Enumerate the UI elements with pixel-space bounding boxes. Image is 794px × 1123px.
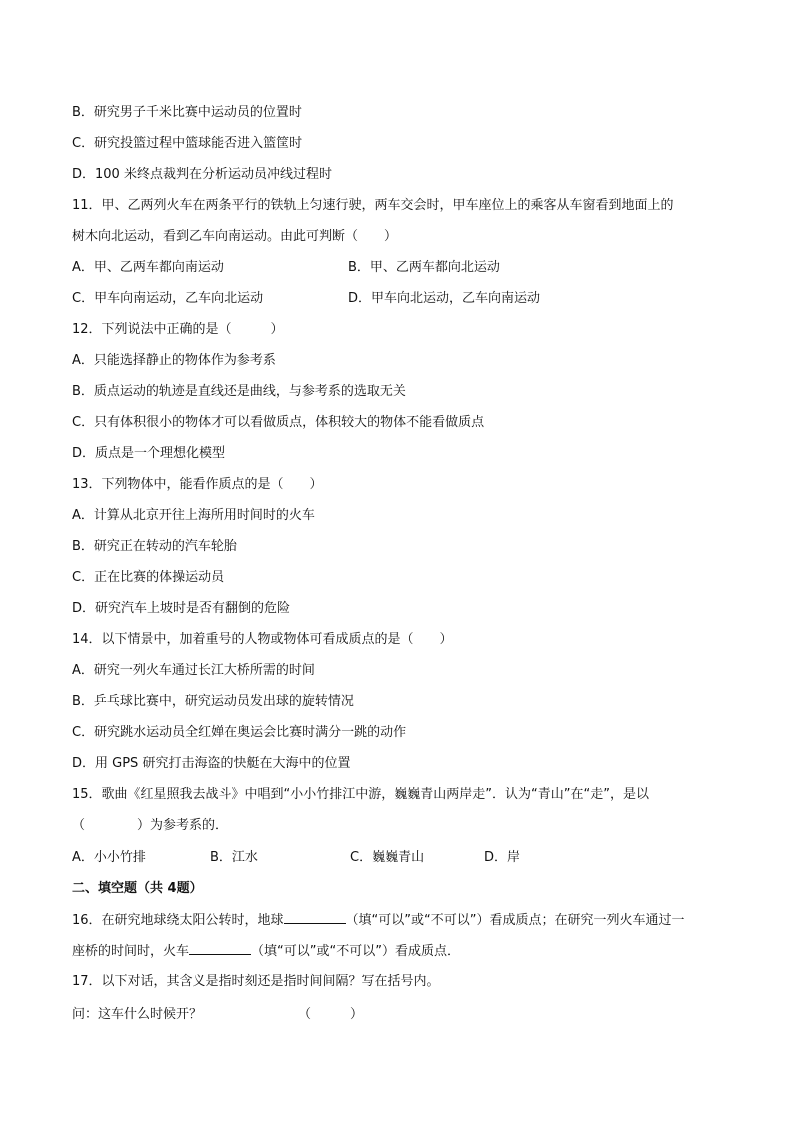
- question-15-line1: 15．歌曲《红星照我去战斗》中唱到“小小竹排江中游，巍巍青山两岸走”．认为“青山”在“走”，是以: [72, 787, 649, 802]
- option-10b: B．研究男子千米比赛中运动员的位置时: [72, 105, 302, 120]
- option-12a: A．只能选择静止的物体作为参考系: [72, 353, 276, 368]
- question-17: 17．以下对话，其含义是指时刻还是指时间间隔？写在括号内。: [72, 974, 440, 989]
- question-16-line1: [72, 911, 685, 930]
- question-12: 12．下列说法中正确的是（ ）: [72, 322, 284, 337]
- question-11-line2: 树木向北运动，看到乙车向南运动。由此可判断（ ）: [72, 229, 398, 244]
- option-11b: B．甲、乙两车都向北运动: [348, 260, 500, 275]
- option-14a: A．研究一列火车通过长江大桥所需的时间: [72, 663, 315, 678]
- option-10d: D．100 米终点裁判在分析运动员冲线过程时: [72, 167, 332, 182]
- option-13d: D．研究汽车上坡时是否有翻倒的危险: [72, 601, 291, 616]
- option-12d: D．质点是一个理想化模型: [72, 446, 226, 461]
- option-14d: D．用 GPS 研究打击海盗的快艇在大海中的位置: [72, 756, 351, 771]
- question-13: 13．下列物体中，能看作质点的是（ ）: [72, 477, 323, 492]
- question-14: 14．以下情景中，加着重号的人物或物体可看成质点的是（ ）: [72, 632, 453, 647]
- question-16-text-c: 座桥的时间时，火车: [72, 944, 190, 959]
- option-11a: A．甲、乙两车都向南运动: [72, 260, 224, 275]
- question-15-line2: （ ）为参考系的．: [72, 818, 229, 833]
- option-13a: A．计算从北京开往上海所用时间时的火车: [72, 508, 315, 523]
- answer-paren-17-1[interactable]: （ ）: [298, 1007, 364, 1022]
- section-heading-fill-in: 二、填空题（共 4题）: [72, 881, 203, 896]
- option-15b: B．江水: [210, 850, 258, 865]
- option-11d: D．甲车向北运动，乙车向南运动: [348, 291, 541, 306]
- option-15c: C．巍巍青山: [350, 850, 425, 865]
- option-14b: B．乒乓球比赛中，研究运动员发出球的旋转情况: [72, 694, 354, 709]
- option-15d: D．岸: [484, 850, 521, 865]
- question-17-dialogue-1: 问：这车什么时候开？: [72, 1007, 203, 1022]
- option-12b: B．质点运动的轨迹是直线还是曲线，与参考系的选取无关: [72, 384, 406, 399]
- question-16-text-d: （填“可以”或“不可以”）看成质点．: [251, 944, 460, 959]
- answer-blank-16b[interactable]: [189, 942, 251, 955]
- option-15a: A．小小竹排: [72, 850, 146, 865]
- question-16-text-b: （填“可以”或“不可以”）看成质点；在研究一列火车通过一: [345, 913, 685, 928]
- question-11-line1: 11．甲、乙两列火车在两条平行的铁轨上匀速行驶，两车交会时，甲车座位上的乘客从车窗看到地面上的: [72, 198, 674, 213]
- option-13b: B．研究正在转动的汽车轮胎: [72, 539, 237, 554]
- option-10c: C．研究投篮过程中篮球能否进入篮筐时: [72, 136, 303, 151]
- question-16-line2: [72, 942, 460, 961]
- option-13c: C．正在比赛的体操运动员: [72, 570, 225, 585]
- option-14c: C．研究跳水运动员全红婵在奥运会比赛时满分一跳的动作: [72, 725, 407, 740]
- question-16-text-a: 16．在研究地球绕太阳公转时，地球: [72, 913, 284, 928]
- option-12c: C．只有体积很小的物体才可以看做质点，体积较大的物体不能看做质点: [72, 415, 485, 430]
- answer-blank-16a[interactable]: [284, 911, 346, 924]
- option-11c: C．甲车向南运动，乙车向北运动: [72, 291, 264, 306]
